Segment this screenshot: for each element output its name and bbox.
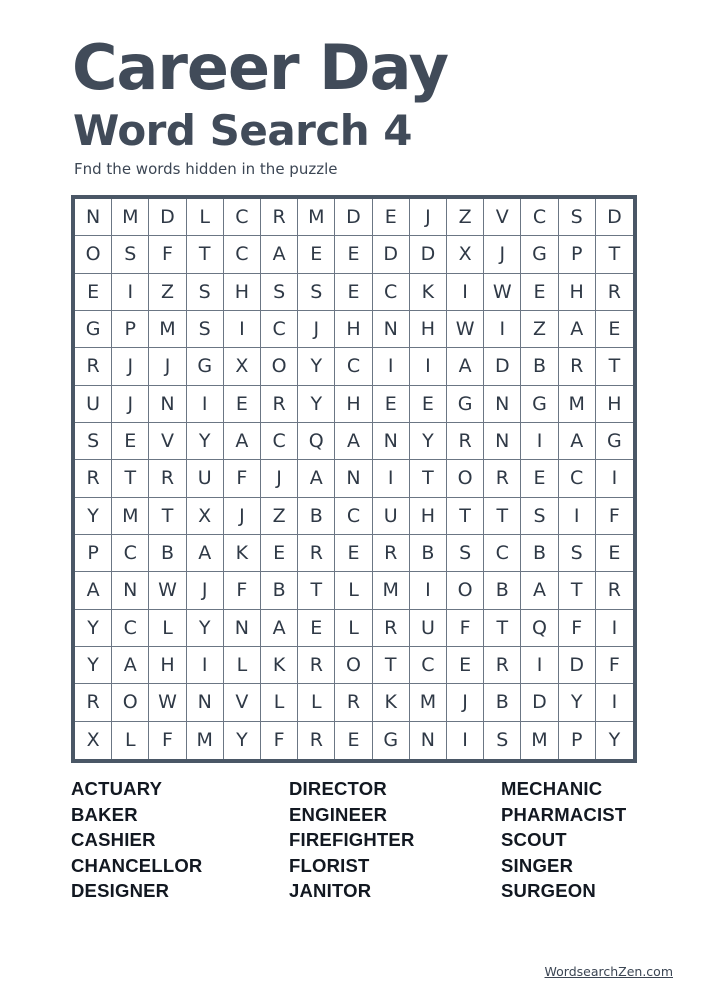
- grid-cell[interactable]: N: [335, 460, 372, 497]
- grid-cell[interactable]: E: [373, 199, 410, 236]
- grid-cell[interactable]: W: [149, 572, 186, 609]
- grid-cell[interactable]: J: [261, 460, 298, 497]
- grid-cell[interactable]: L: [224, 647, 261, 684]
- grid-cell[interactable]: N: [373, 423, 410, 460]
- grid-cell[interactable]: G: [187, 348, 224, 385]
- grid-cell[interactable]: I: [521, 423, 558, 460]
- grid-cell[interactable]: F: [149, 236, 186, 273]
- grid-cell[interactable]: R: [484, 647, 521, 684]
- grid-cell[interactable]: I: [559, 498, 596, 535]
- grid-cell[interactable]: C: [484, 535, 521, 572]
- grid-cell[interactable]: Y: [75, 498, 112, 535]
- grid-cell[interactable]: A: [187, 535, 224, 572]
- grid-cell[interactable]: R: [335, 684, 372, 721]
- grid-cell[interactable]: W: [447, 311, 484, 348]
- grid-cell[interactable]: S: [447, 535, 484, 572]
- grid-cell[interactable]: T: [596, 236, 633, 273]
- grid-cell[interactable]: S: [75, 423, 112, 460]
- grid-cell[interactable]: L: [112, 722, 149, 759]
- grid-cell[interactable]: B: [261, 572, 298, 609]
- grid-cell[interactable]: P: [112, 311, 149, 348]
- grid-cell[interactable]: T: [410, 460, 447, 497]
- grid-cell[interactable]: M: [112, 199, 149, 236]
- grid-cell[interactable]: S: [261, 274, 298, 311]
- grid-cell[interactable]: R: [596, 572, 633, 609]
- grid-cell[interactable]: I: [596, 610, 633, 647]
- puzzle-grid-frame: [71, 195, 637, 763]
- grid-cell[interactable]: D: [596, 199, 633, 236]
- grid-cell[interactable]: A: [335, 423, 372, 460]
- grid-cell[interactable]: I: [521, 647, 558, 684]
- grid-cell[interactable]: E: [335, 236, 372, 273]
- grid-cell[interactable]: Y: [75, 610, 112, 647]
- grid-cell[interactable]: E: [596, 535, 633, 572]
- grid-cell[interactable]: J: [410, 199, 447, 236]
- grid-cell[interactable]: I: [224, 311, 261, 348]
- grid-cell[interactable]: S: [521, 498, 558, 535]
- grid-cell[interactable]: I: [187, 386, 224, 423]
- grid-cell[interactable]: I: [596, 684, 633, 721]
- grid-cell[interactable]: Y: [187, 423, 224, 460]
- word-list-item: SCOUT: [501, 829, 567, 851]
- grid-cell[interactable]: G: [521, 386, 558, 423]
- grid-cell[interactable]: R: [559, 348, 596, 385]
- grid-cell[interactable]: J: [187, 572, 224, 609]
- word-list-item: JANITOR: [289, 880, 372, 902]
- grid-cell[interactable]: N: [112, 572, 149, 609]
- grid-cell[interactable]: S: [559, 535, 596, 572]
- grid-cell[interactable]: B: [484, 572, 521, 609]
- word-list-column: [71, 776, 203, 904]
- grid-cell[interactable]: N: [187, 684, 224, 721]
- grid-cell[interactable]: U: [187, 460, 224, 497]
- grid-cell[interactable]: S: [187, 311, 224, 348]
- grid-cell[interactable]: H: [149, 647, 186, 684]
- grid-cell[interactable]: U: [410, 610, 447, 647]
- grid-cell[interactable]: K: [373, 684, 410, 721]
- grid-cell[interactable]: A: [261, 610, 298, 647]
- grid-cell[interactable]: T: [484, 498, 521, 535]
- grid-cell[interactable]: Y: [298, 386, 335, 423]
- grid-cell[interactable]: Y: [608, 729, 621, 752]
- word-list-item: ACTUARY: [71, 778, 163, 799]
- grid-cell[interactable]: A: [261, 236, 298, 273]
- grid-cell[interactable]: D: [149, 199, 186, 236]
- grid-cell[interactable]: E: [335, 722, 372, 759]
- grid-cell[interactable]: Y: [298, 348, 335, 385]
- grid-cell[interactable]: S: [112, 236, 149, 273]
- grid-cell[interactable]: M: [410, 684, 447, 721]
- grid-cell[interactable]: A: [559, 423, 596, 460]
- grid-cell[interactable]: A: [298, 460, 335, 497]
- grid-cell[interactable]: J: [224, 498, 261, 535]
- grid-cell[interactable]: I: [112, 274, 149, 311]
- grid-cell[interactable]: Z: [149, 274, 186, 311]
- word-list-item: DESIGNER: [71, 880, 170, 902]
- grid-cell[interactable]: M: [187, 722, 224, 759]
- grid-cell[interactable]: H: [410, 498, 447, 535]
- grid-cell[interactable]: R: [298, 647, 335, 684]
- grid-cell[interactable]: L: [261, 684, 298, 721]
- grid-cell[interactable]: C: [335, 498, 372, 535]
- grid-cell[interactable]: R: [298, 722, 335, 759]
- grid-cell[interactable]: G: [521, 236, 558, 273]
- grid-cell[interactable]: Q: [298, 423, 335, 460]
- grid-cell[interactable]: A: [224, 423, 261, 460]
- grid-cell[interactable]: B: [410, 535, 447, 572]
- grid-cell[interactable]: D: [521, 684, 558, 721]
- word-list-item: SURGEON: [501, 880, 596, 902]
- grid-cell[interactable]: F: [559, 610, 596, 647]
- grid-cell[interactable]: F: [596, 498, 633, 535]
- grid-cell[interactable]: R: [373, 610, 410, 647]
- grid-cell[interactable]: M: [521, 722, 558, 759]
- grid-cell[interactable]: I: [447, 722, 484, 759]
- grid-cell[interactable]: C: [335, 348, 372, 385]
- grid-cell[interactable]: O: [447, 460, 484, 497]
- grid-cell[interactable]: N: [410, 722, 447, 759]
- grid-cell[interactable]: G: [596, 423, 633, 460]
- word-list: [0, 776, 707, 916]
- grid-cell[interactable]: B: [521, 348, 558, 385]
- grid-cell[interactable]: T: [559, 572, 596, 609]
- grid-cell[interactable]: X: [447, 236, 484, 273]
- grid-cell[interactable]: R: [447, 423, 484, 460]
- grid-cell[interactable]: V: [224, 684, 261, 721]
- grid-cell[interactable]: J: [298, 311, 335, 348]
- grid-cell[interactable]: J: [447, 684, 484, 721]
- grid-cell[interactable]: S: [484, 722, 521, 759]
- word-list-item: CASHIER: [71, 829, 156, 851]
- grid-cell[interactable]: M: [298, 199, 335, 236]
- grid-cell[interactable]: F: [447, 610, 484, 647]
- grid-cell[interactable]: R: [373, 535, 410, 572]
- grid-cell[interactable]: M: [373, 572, 410, 609]
- grid-cell[interactable]: Y: [410, 423, 447, 460]
- grid-cell[interactable]: L: [298, 684, 335, 721]
- grid-cell[interactable]: E: [224, 386, 261, 423]
- grid-cell[interactable]: T: [149, 498, 186, 535]
- word-list-item: DIRECTOR: [289, 778, 387, 799]
- grid-cell[interactable]: F: [224, 460, 261, 497]
- word-list-item: FIREFIGHTER: [289, 829, 415, 851]
- grid-cell[interactable]: H: [224, 274, 261, 311]
- grid-cell[interactable]: E: [298, 236, 335, 273]
- grid-cell[interactable]: U: [373, 498, 410, 535]
- grid-cell[interactable]: Z: [521, 311, 558, 348]
- grid-cell[interactable]: E: [521, 274, 558, 311]
- page-title: Career Day: [72, 31, 448, 104]
- site-link[interactable]: WordsearchZen.com: [544, 964, 673, 979]
- grid-cell[interactable]: H: [335, 311, 372, 348]
- grid-cell[interactable]: A: [447, 348, 484, 385]
- grid-cell[interactable]: T: [447, 498, 484, 535]
- grid-cell[interactable]: A: [112, 647, 149, 684]
- grid-cell[interactable]: N: [484, 386, 521, 423]
- puzzle-grid: [75, 199, 633, 759]
- grid-cell[interactable]: E: [112, 423, 149, 460]
- grid-cell[interactable]: I: [410, 572, 447, 609]
- word-list-item: SINGER: [501, 854, 574, 876]
- grid-cell[interactable]: P: [559, 722, 596, 759]
- grid-cell[interactable]: R: [75, 460, 112, 497]
- grid-cell[interactable]: E: [410, 386, 447, 423]
- grid-cell[interactable]: U: [75, 386, 112, 423]
- grid-cell[interactable]: Y: [75, 647, 112, 684]
- grid-cell[interactable]: E: [596, 311, 633, 348]
- word-list-item: MECHANIC: [501, 778, 603, 799]
- grid-cell[interactable]: I: [447, 274, 484, 311]
- grid-cell[interactable]: T: [373, 647, 410, 684]
- grid-cell[interactable]: J: [484, 236, 521, 273]
- grid-cell[interactable]: K: [261, 647, 298, 684]
- grid-cell[interactable]: W: [484, 274, 521, 311]
- grid-cell[interactable]: G: [447, 386, 484, 423]
- grid-cell[interactable]: C: [261, 423, 298, 460]
- grid-cell[interactable]: C: [373, 274, 410, 311]
- grid-cell[interactable]: I: [373, 348, 410, 385]
- grid-cell[interactable]: N: [484, 423, 521, 460]
- grid-cell[interactable]: M: [112, 498, 149, 535]
- grid-cell[interactable]: S: [298, 274, 335, 311]
- grid-cell[interactable]: D: [410, 236, 447, 273]
- grid-cell[interactable]: I: [187, 647, 224, 684]
- grid-cell[interactable]: C: [112, 610, 149, 647]
- grid-cell[interactable]: D: [335, 199, 372, 236]
- grid-cell[interactable]: M: [149, 311, 186, 348]
- grid-cell[interactable]: L: [149, 610, 186, 647]
- grid-cell[interactable]: E: [261, 535, 298, 572]
- grid-cell[interactable]: B: [149, 535, 186, 572]
- grid-cell[interactable]: K: [224, 535, 261, 572]
- grid-cell[interactable]: Y: [224, 722, 261, 759]
- grid-cell[interactable]: T: [112, 460, 149, 497]
- grid-cell[interactable]: L: [335, 610, 372, 647]
- grid-cell[interactable]: Y: [559, 684, 596, 721]
- grid-cell[interactable]: Q: [521, 610, 558, 647]
- grid-cell[interactable]: E: [335, 274, 372, 311]
- grid-cell[interactable]: F: [596, 647, 633, 684]
- grid-cell[interactable]: E: [521, 460, 558, 497]
- word-list-item: FLORIST: [289, 854, 370, 876]
- grid-cell[interactable]: R: [75, 348, 112, 385]
- grid-cell[interactable]: D: [484, 348, 521, 385]
- grid-cell[interactable]: N: [75, 199, 112, 236]
- grid-cell[interactable]: F: [224, 572, 261, 609]
- grid-cell[interactable]: Z: [447, 199, 484, 236]
- grid-cell[interactable]: A: [521, 572, 558, 609]
- grid-cell[interactable]: H: [559, 274, 596, 311]
- grid-cell[interactable]: P: [75, 535, 112, 572]
- grid-cell[interactable]: O: [75, 236, 112, 273]
- grid-cell[interactable]: E: [335, 535, 372, 572]
- grid-cell[interactable]: V: [149, 423, 186, 460]
- grid-cell[interactable]: L: [335, 572, 372, 609]
- grid-cell[interactable]: I: [410, 348, 447, 385]
- word-list-item: CHANCELLOR: [71, 854, 203, 876]
- grid-cell[interactable]: D: [373, 236, 410, 273]
- grid-cell[interactable]: Y: [187, 610, 224, 647]
- grid-cell[interactable]: Z: [261, 498, 298, 535]
- grid-cell[interactable]: A: [559, 311, 596, 348]
- grid-cell[interactable]: H: [410, 311, 447, 348]
- grid-cell[interactable]: R: [484, 460, 521, 497]
- grid-cell[interactable]: K: [410, 274, 447, 311]
- grid-cell[interactable]: R: [596, 274, 633, 311]
- grid-cell[interactable]: A: [75, 572, 112, 609]
- grid-cell[interactable]: R: [261, 199, 298, 236]
- grid-cell[interactable]: R: [75, 684, 112, 721]
- grid-cell[interactable]: N: [149, 386, 186, 423]
- grid-cell[interactable]: F: [261, 722, 298, 759]
- grid-cell[interactable]: C: [410, 647, 447, 684]
- grid-cell[interactable]: V: [484, 199, 521, 236]
- grid-cell[interactable]: C: [559, 460, 596, 497]
- grid-cell[interactable]: G: [75, 311, 112, 348]
- grid-cell[interactable]: X: [187, 498, 224, 535]
- grid-cell[interactable]: W: [149, 684, 186, 721]
- grid-cell[interactable]: J: [112, 386, 149, 423]
- grid-cell[interactable]: I: [484, 311, 521, 348]
- grid-cell[interactable]: C: [521, 199, 558, 236]
- word-list-column: [501, 776, 626, 904]
- grid-cell[interactable]: J: [149, 348, 186, 385]
- grid-cell[interactable]: I: [373, 460, 410, 497]
- grid-cell[interactable]: B: [298, 498, 335, 535]
- grid-cell[interactable]: S: [559, 199, 596, 236]
- word-list-column: [289, 776, 415, 904]
- grid-cell[interactable]: N: [224, 610, 261, 647]
- grid-cell[interactable]: X: [75, 722, 112, 759]
- grid-cell[interactable]: T: [484, 610, 521, 647]
- grid-cell[interactable]: T: [596, 348, 633, 385]
- grid-cell[interactable]: S: [187, 274, 224, 311]
- word-list-item: PHARMACIST: [501, 803, 627, 825]
- grid-cell[interactable]: F: [149, 722, 186, 759]
- grid-cell[interactable]: R: [149, 460, 186, 497]
- grid-cell[interactable]: R: [261, 386, 298, 423]
- grid-cell[interactable]: E: [447, 647, 484, 684]
- word-list-item: BAKER: [71, 803, 138, 825]
- grid-cell[interactable]: L: [187, 199, 224, 236]
- grid-cell[interactable]: C: [112, 535, 149, 572]
- word-list-item: ENGINEER: [289, 803, 388, 825]
- grid-cell[interactable]: M: [559, 386, 596, 423]
- grid-cell[interactable]: E: [298, 610, 335, 647]
- grid-cell[interactable]: B: [521, 535, 558, 572]
- grid-cell[interactable]: O: [261, 348, 298, 385]
- grid-cell[interactable]: X: [224, 348, 261, 385]
- grid-cell[interactable]: E: [373, 386, 410, 423]
- grid-cell[interactable]: R: [298, 535, 335, 572]
- grid-cell[interactable]: O: [335, 647, 372, 684]
- grid-cell[interactable]: C: [261, 311, 298, 348]
- grid-cell[interactable]: C: [224, 199, 261, 236]
- grid-cell[interactable]: H: [596, 386, 633, 423]
- grid-cell[interactable]: H: [335, 386, 372, 423]
- grid-cell[interactable]: J: [112, 348, 149, 385]
- grid-cell[interactable]: E: [75, 274, 112, 311]
- grid-cell[interactable]: T: [187, 236, 224, 273]
- grid-cell[interactable]: D: [559, 647, 596, 684]
- grid-cell[interactable]: N: [373, 311, 410, 348]
- grid-cell[interactable]: O: [112, 684, 149, 721]
- grid-cell[interactable]: B: [484, 684, 521, 721]
- page-subtitle: Word Search 4: [73, 106, 413, 155]
- grid-cell[interactable]: P: [559, 236, 596, 273]
- instructions-text: Fnd the words hidden in the puzzle: [74, 160, 338, 178]
- grid-cell[interactable]: C: [224, 236, 261, 273]
- grid-cell[interactable]: G: [373, 722, 410, 759]
- grid-cell[interactable]: O: [447, 572, 484, 609]
- grid-cell[interactable]: I: [596, 460, 633, 497]
- grid-cell[interactable]: T: [298, 572, 335, 609]
